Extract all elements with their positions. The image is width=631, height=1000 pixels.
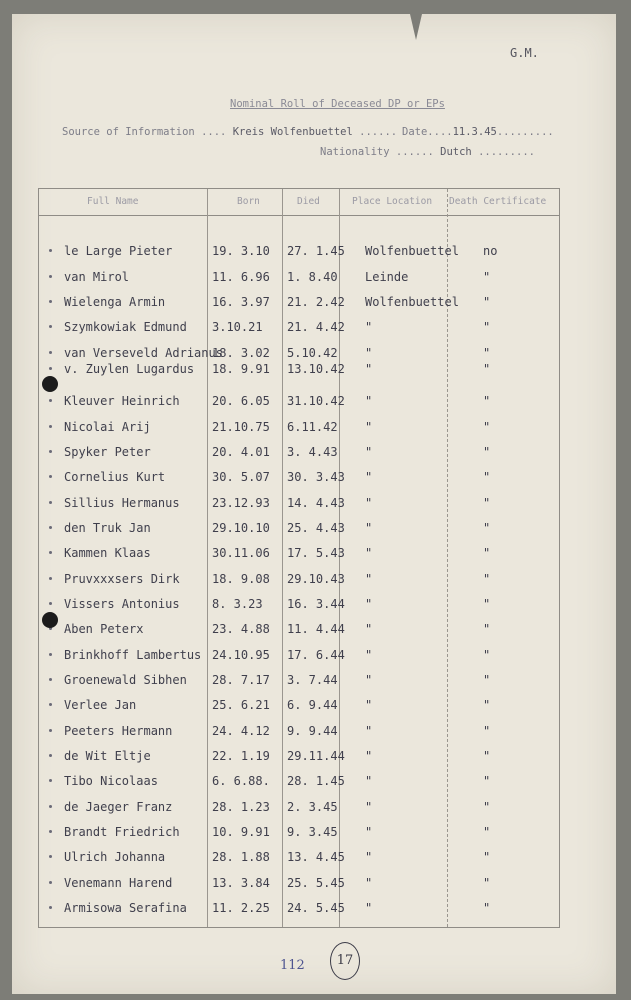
table-row: [39, 362, 559, 382]
place-cell: ": [365, 648, 373, 662]
place-cell: ": [365, 470, 373, 484]
document-title: Nominal Roll of Deceased DP or EPs: [230, 98, 445, 110]
certificate-cell: ": [483, 673, 491, 687]
place-cell: ": [365, 496, 373, 510]
date-label: Date: [402, 126, 428, 138]
full-name-cell: Vissers Antonius: [64, 597, 180, 611]
table-row: [39, 724, 559, 744]
nationality-line: Nationality ...... Dutch .........: [320, 146, 535, 158]
place-cell: ": [365, 724, 373, 738]
place-cell: ": [365, 673, 373, 687]
row-bullet-icon: [49, 425, 52, 428]
full-name-cell: de Wit Eltje: [64, 749, 151, 763]
born-cell: 18. 9.91: [212, 362, 270, 376]
certificate-cell: ": [483, 362, 491, 376]
row-bullet-icon: [49, 325, 52, 328]
born-cell: 28. 1.88: [212, 850, 270, 864]
place-cell: ": [365, 346, 373, 360]
certificate-cell: ": [483, 346, 491, 360]
row-bullet-icon: [49, 653, 52, 656]
place-cell: ": [365, 749, 373, 763]
died-cell: 13.10.42: [287, 362, 345, 376]
table-row: [39, 420, 559, 440]
certificate-cell: ": [483, 445, 491, 459]
table-row: [39, 876, 559, 896]
born-cell: 20. 4.01: [212, 445, 270, 459]
place-cell: ": [365, 698, 373, 712]
died-cell: 14. 4.43: [287, 496, 345, 510]
header-certificate: Death Certificate: [449, 196, 547, 207]
table-row: [39, 622, 559, 642]
header-place: Place Location: [352, 196, 433, 207]
died-cell: 25. 4.43: [287, 521, 345, 535]
born-cell: 28. 1.23: [212, 800, 270, 814]
full-name-cell: Nicolai Arij: [64, 420, 151, 434]
full-name-cell: Kammen Klaas: [64, 546, 151, 560]
certificate-cell: ": [483, 698, 491, 712]
full-name-cell: Groenewald Sibhen: [64, 673, 187, 687]
full-name-cell: Pruvxxxsers Dirk: [64, 572, 180, 586]
died-cell: 1. 8.40: [287, 270, 338, 284]
table-row: [39, 496, 559, 516]
full-name-cell: Brinkhoff Lambertus: [64, 648, 202, 662]
table-row: [39, 470, 559, 490]
row-bullet-icon: [49, 300, 52, 303]
row-bullet-icon: [49, 475, 52, 478]
row-bullet-icon: [49, 526, 52, 529]
place-cell: ": [365, 521, 373, 535]
born-cell: 24. 4.12: [212, 724, 270, 738]
certificate-cell: ": [483, 901, 491, 915]
deceased-roll-table: [38, 188, 560, 928]
row-bullet-icon: [49, 830, 52, 833]
table-row: [39, 320, 559, 340]
full-name-cell: v. Zuylen Lugardus: [64, 362, 195, 376]
certificate-cell: ": [483, 521, 491, 535]
born-cell: 28. 7.17: [212, 673, 270, 687]
died-cell: 21. 4.42: [287, 320, 345, 334]
punch-hole: [42, 376, 58, 392]
full-name-cell: Szymkowiak Edmund: [64, 320, 187, 334]
died-cell: 29.10.43: [287, 572, 345, 586]
handwritten-page-number: 112: [280, 958, 305, 973]
born-cell: 25. 6.21: [212, 698, 270, 712]
place-cell: ": [365, 825, 373, 839]
row-bullet-icon: [49, 754, 52, 757]
died-cell: 6.11.42: [287, 420, 338, 434]
table-body: [39, 189, 559, 927]
row-bullet-icon: [49, 703, 52, 706]
died-cell: 9. 9.44: [287, 724, 338, 738]
table-row: [39, 445, 559, 465]
paper-tear-notch: [410, 14, 422, 40]
born-cell: 29.10.10: [212, 521, 270, 535]
row-bullet-icon: [49, 275, 52, 278]
row-bullet-icon: [49, 577, 52, 580]
born-cell: 24.10.95: [212, 648, 270, 662]
born-cell: 13. 3.84: [212, 876, 270, 890]
place-cell: ": [365, 597, 373, 611]
place-cell: ": [365, 546, 373, 560]
row-bullet-icon: [49, 450, 52, 453]
died-cell: 17. 6.44: [287, 648, 345, 662]
certificate-cell: ": [483, 270, 491, 284]
full-name-cell: le Large Pieter: [64, 244, 173, 258]
table-row: [39, 901, 559, 921]
died-cell: 27. 1.45: [287, 244, 345, 258]
certificate-cell: no: [483, 244, 498, 258]
born-cell: 18. 3.02: [212, 346, 270, 360]
born-cell: 10. 9.91: [212, 825, 270, 839]
certificate-cell: ": [483, 597, 491, 611]
place-cell: Leinde: [365, 270, 409, 284]
document-page: [12, 14, 616, 994]
full-name-cell: Brandt Friedrich: [64, 825, 180, 839]
full-name-cell: Peeters Hermann: [64, 724, 173, 738]
died-cell: 3. 7.44: [287, 673, 338, 687]
row-bullet-icon: [49, 602, 52, 605]
source-line: Source of Information .... Kreis Wolfenbuettel ...... Date....11.3.45.........: [62, 126, 554, 138]
certificate-cell: ": [483, 295, 491, 309]
full-name-cell: de Jaeger Franz: [64, 800, 173, 814]
certificate-cell: ": [483, 800, 491, 814]
certificate-cell: ": [483, 774, 491, 788]
died-cell: 13. 4.45: [287, 850, 345, 864]
born-cell: 16. 3.97: [212, 295, 270, 309]
full-name-cell: van Verseveld Adrianus: [64, 346, 223, 360]
table-row: [39, 774, 559, 794]
full-name-cell: Aben Peterx: [64, 622, 144, 636]
date-field: Date....11.3.45.........: [402, 126, 554, 138]
row-bullet-icon: [49, 779, 52, 782]
born-cell: 8. 3.23: [212, 597, 263, 611]
died-cell: 2. 3.45: [287, 800, 338, 814]
table-row: [39, 597, 559, 617]
place-cell: ": [365, 572, 373, 586]
row-bullet-icon: [49, 729, 52, 732]
certificate-cell: ": [483, 394, 491, 408]
certificate-cell: ": [483, 850, 491, 864]
certificate-cell: ": [483, 825, 491, 839]
born-cell: 6. 6.88.: [212, 774, 270, 788]
circled-number: 17: [330, 942, 360, 980]
certificate-cell: ": [483, 420, 491, 434]
table-row: [39, 800, 559, 820]
certificate-cell: ": [483, 546, 491, 560]
row-bullet-icon: [49, 678, 52, 681]
table-row: [39, 521, 559, 541]
certificate-cell: ": [483, 572, 491, 586]
table-row: [39, 295, 559, 315]
full-name-cell: Cornelius Kurt: [64, 470, 166, 484]
place-cell: ": [365, 445, 373, 459]
header-died: Died: [297, 196, 320, 207]
died-cell: 5.10.42: [287, 346, 338, 360]
full-name-cell: Armisowa Serafina: [64, 901, 187, 915]
born-cell: 20. 6.05: [212, 394, 270, 408]
born-cell: 19. 3.10: [212, 244, 270, 258]
certificate-cell: ": [483, 724, 491, 738]
certificate-cell: ": [483, 320, 491, 334]
certificate-cell: ": [483, 470, 491, 484]
died-cell: 29.11.44: [287, 749, 345, 763]
died-cell: 24. 5.45: [287, 901, 345, 915]
table-row: [39, 546, 559, 566]
born-cell: 11. 6.96: [212, 270, 270, 284]
table-row: [39, 825, 559, 845]
died-cell: 28. 1.45: [287, 774, 345, 788]
certificate-cell: ": [483, 622, 491, 636]
row-bullet-icon: [49, 501, 52, 504]
died-cell: 25. 5.45: [287, 876, 345, 890]
row-bullet-icon: [49, 551, 52, 554]
certificate-cell: ": [483, 876, 491, 890]
nationality-value: Dutch: [440, 146, 472, 158]
table-row: [39, 244, 559, 264]
full-name-cell: van Mirol: [64, 270, 130, 284]
table-row: [39, 850, 559, 870]
nationality-label: Nationality: [320, 146, 390, 158]
full-name-cell: Tibo Nicolaas: [64, 774, 158, 788]
born-cell: 11. 2.25: [212, 901, 270, 915]
row-bullet-icon: [49, 855, 52, 858]
table-row: [39, 394, 559, 414]
born-cell: 18. 9.08: [212, 572, 270, 586]
place-cell: ": [365, 394, 373, 408]
certificate-cell: ": [483, 496, 491, 510]
table-row: [39, 572, 559, 592]
born-cell: 3.10.21: [212, 320, 263, 334]
full-name-cell: Ulrich Johanna: [64, 850, 166, 864]
place-cell: ": [365, 876, 373, 890]
row-bullet-icon: [49, 805, 52, 808]
born-cell: 30. 5.07: [212, 470, 270, 484]
place-cell: ": [365, 622, 373, 636]
date-value: 11.3.45: [452, 126, 497, 138]
table-row: [39, 270, 559, 290]
table-row: [39, 648, 559, 668]
certificate-cell: ": [483, 648, 491, 662]
full-name-cell: Sillius Hermanus: [64, 496, 180, 510]
full-name-cell: Verlee Jan: [64, 698, 137, 712]
row-bullet-icon: [49, 881, 52, 884]
row-bullet-icon: [49, 367, 52, 370]
died-cell: 11. 4.44: [287, 622, 345, 636]
born-cell: 21.10.75: [212, 420, 270, 434]
full-name-cell: Kleuver Heinrich: [64, 394, 180, 408]
died-cell: 16. 3.44: [287, 597, 345, 611]
table-row: [39, 749, 559, 769]
place-cell: ": [365, 362, 373, 376]
top-right-note: G.M.: [510, 46, 539, 60]
born-cell: 23.12.93: [212, 496, 270, 510]
place-cell: Wolfenbuettel: [365, 295, 459, 309]
place-cell: ": [365, 901, 373, 915]
place-cell: ": [365, 850, 373, 864]
full-name-cell: Spyker Peter: [64, 445, 151, 459]
born-cell: 23. 4.88: [212, 622, 270, 636]
born-cell: 22. 1.19: [212, 749, 270, 763]
table-row: [39, 698, 559, 718]
full-name-cell: den Truk Jan: [64, 521, 151, 535]
source-value: Kreis Wolfenbuettel: [232, 126, 353, 138]
table-row: [39, 673, 559, 693]
died-cell: 9. 3.45: [287, 825, 338, 839]
died-cell: 3. 4.43: [287, 445, 338, 459]
row-bullet-icon: [49, 351, 52, 354]
row-bullet-icon: [49, 249, 52, 252]
died-cell: 31.10.42: [287, 394, 345, 408]
died-cell: 30. 3.43: [287, 470, 345, 484]
died-cell: 21. 2.42: [287, 295, 345, 309]
header-full-name: Full Name: [87, 196, 139, 207]
certificate-cell: ": [483, 749, 491, 763]
row-bullet-icon: [49, 399, 52, 402]
full-name-cell: Venemann Harend: [64, 876, 173, 890]
place-cell: ": [365, 420, 373, 434]
full-name-cell: Wielenga Armin: [64, 295, 166, 309]
header-born: Born: [237, 196, 260, 207]
place-cell: ": [365, 800, 373, 814]
place-cell: Wolfenbuettel: [365, 244, 459, 258]
born-cell: 30.11.06: [212, 546, 270, 560]
place-cell: ": [365, 774, 373, 788]
died-cell: 6. 9.44: [287, 698, 338, 712]
died-cell: 17. 5.43: [287, 546, 345, 560]
place-cell: ": [365, 320, 373, 334]
punch-hole: [42, 612, 58, 628]
source-label: Source of Information: [62, 126, 195, 138]
row-bullet-icon: [49, 906, 52, 909]
